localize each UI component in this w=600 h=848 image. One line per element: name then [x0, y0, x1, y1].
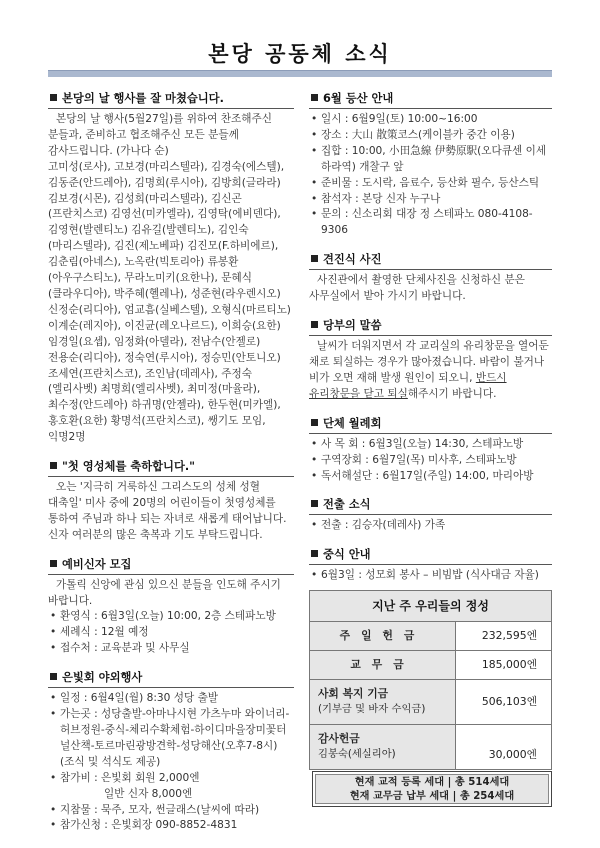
section-title: 본당의 날 행사를 잘 마쳤습니다.: [48, 90, 294, 109]
section-request: [309, 317, 552, 403]
offering-label: 교무금: [310, 651, 456, 679]
offering-label: 감사헌금 김봉숙(세실리아): [310, 725, 456, 769]
list-item: • 세례식 : 12월 예정: [48, 625, 294, 641]
list-item: • 접수처 : 교육분과 및 사무실: [48, 641, 294, 657]
square-bullet-icon: [50, 462, 57, 469]
square-bullet-icon: [50, 560, 57, 567]
section-hike: [309, 90, 552, 239]
section-silverlight: [48, 669, 294, 834]
silverlight-list-2: [48, 803, 294, 835]
household-summary-box: [312, 771, 552, 807]
list-item: • 참가신청 : 은빛회장 090-8852-4831: [48, 818, 294, 834]
request-body: 날씨가 더워지면서 각 교리실의 유리창문을 열어둔 채로 퇴실하는 경우가 많아졌습니다. 바람이 불거나 비가 오면 재해 발생 원인이 되오니, 반드시 유리창문을 닫고 퇴실해주시기 바랍니다.: [309, 340, 549, 400]
offering-label: 사회 복지 기금 (기부금 및 바자 수익금): [310, 680, 456, 724]
section-catechumen: [48, 556, 294, 658]
offering-table: [309, 590, 552, 769]
list-item: • 일시 : 6월9일(토) 10:00~16:00: [309, 112, 552, 128]
section-event: [48, 90, 294, 446]
offering-row: [310, 725, 551, 769]
list-item: • 참가비 : 은빛회 회원 2,000엔: [48, 771, 294, 787]
section-communion: [48, 458, 294, 544]
offering-title: 지난 주 우리들의 정성: [310, 591, 551, 622]
section-title: 6월 등산 안내: [309, 90, 552, 109]
meetings-list: [309, 437, 552, 485]
section-title: 전출 소식: [309, 496, 552, 515]
section-title: 예비신자 모집: [48, 556, 294, 575]
section-transfer: [309, 496, 552, 534]
title-rule: [48, 70, 552, 77]
section-title: 단체 월례회: [309, 415, 552, 434]
list-item: • 일정 : 6월4일(월) 8:30 성당 출발: [48, 691, 294, 707]
list-item: • 사 목 회 : 6월3일(오늘) 14:30, 스테파노방: [309, 437, 552, 453]
offering-value: 506,103엔: [481, 694, 537, 708]
section-title: "첫 영성체를 축하합니다.": [48, 458, 294, 477]
list-item: • 독서해설단 : 6월17일(주일) 14:00, 마리아방: [309, 469, 552, 485]
silverlight-list: [48, 691, 294, 786]
offering-row: [310, 680, 551, 725]
offering-label: 주일헌금: [310, 622, 456, 650]
square-bullet-icon: [311, 500, 318, 507]
offering-value: 185,000엔: [481, 658, 537, 672]
section-title: 당부의 말씀: [309, 317, 552, 336]
hike-list: [309, 112, 552, 239]
square-bullet-icon: [50, 94, 57, 101]
catechumen-body: 가톨릭 신앙에 관심 있으신 분들을 인도해 주시기 바랍니다.: [48, 578, 281, 607]
section-title: 중식 안내: [309, 546, 552, 565]
square-bullet-icon: [311, 550, 318, 557]
fee-sub: 일반 신자 8,000엔: [104, 787, 193, 800]
lunch-list: [309, 568, 552, 584]
list-item: • 지참물 : 묵주, 모자, 썬글래스(날씨에 따라): [48, 803, 294, 819]
section-title: 은빛회 야외행사: [48, 669, 294, 688]
household-summary: 현재 교적 등록 세대 | 총 514세대 현재 교무금 납부 세대 | 총 254세대: [315, 774, 549, 804]
list-item: • 환영식 : 6월3일(오늘) 10:00, 2층 스테파노방: [48, 609, 294, 625]
list-item: • 준비물 : 도시락, 음료수, 등산화 필수, 등산스틱: [309, 176, 552, 192]
offering-row: [310, 651, 551, 680]
square-bullet-icon: [50, 673, 57, 680]
event-body: 본당의 날 행사(5월27일)를 위하여 찬조해주신 분들과, 준비하고 협조해주신 모든 분들께 감사드립니다. (가나다 순): [48, 113, 272, 157]
right-column: [309, 90, 552, 770]
list-item: • 집합 : 10:00, 小田急線 伊勢原駅(오다큐센 이세하라역) 개찰구 앞: [309, 144, 552, 176]
offering-value: 232,595엔: [481, 629, 537, 643]
square-bullet-icon: [311, 255, 318, 262]
underlined-text: 반드시 유리창문을 닫고 퇴실: [309, 371, 507, 400]
list-item: • 가는곳 : 성당출발-아마나시현 가츠누마 와이너리-허브정원-중식-체리수확체험-하이디마을장미꽃터널산책-토르마린광방견학-성당해산(오후7-8시) (조식 및 석식도 제공): [48, 707, 294, 771]
offering-value: 30,000엔: [488, 747, 537, 761]
section-title: 견진식 사진: [309, 251, 552, 270]
list-item: • 문의 : 신소리회 대장 정 스테파노 080-4108-9306: [309, 207, 552, 239]
left-column: [48, 90, 294, 846]
list-item: • 6월3일 : 성모회 봉사 – 비빔밥 (식사대금 자율): [309, 568, 552, 584]
page-title: 본당 공동체 소식: [208, 42, 392, 66]
section-meetings: [309, 415, 552, 485]
photo-body: 사진관에서 촬영한 단체사진을 신청하신 분은 사무실에서 받아 가시기 바랍니다.: [309, 274, 525, 303]
square-bullet-icon: [311, 94, 318, 101]
list-item: • 참석자 : 본당 신자 누구나: [309, 192, 552, 208]
communion-body: 오는 '지극히 거룩하신 그리스도의 성체 성혈 대축일' 미사 중에 20명의 어린이들이 첫영성체를 통하여 주님과 하나 되는 자녀로 새롭게 태어납니다. 신자 여러분의 많은 축복과 기도 부탁드립니다.: [48, 481, 287, 541]
offering-row: [310, 622, 551, 651]
list-item: • 장소 : 大山 散策코스(케이블카 중간 이용): [309, 128, 552, 144]
square-bullet-icon: [311, 321, 318, 328]
catechumen-list: [48, 609, 294, 657]
list-item: • 구역장회 : 6월7일(목) 미사후, 스테파노방: [309, 453, 552, 469]
list-item: • 전출 : 김승자(데레사) 가족: [309, 518, 552, 534]
section-photo: [309, 251, 552, 305]
section-lunch: [309, 546, 552, 584]
square-bullet-icon: [311, 419, 318, 426]
event-names: 고미성(로사), 고보경(마리스텔라), 김경숙(에스텔), 김동준(안드레아), 김명희(루시아), 김방희(글라라) 김보경(시몬), 김성희(마리스텔라), 김신곤(프란치스코) 김영선(미카엘라), 김영탁(에비덴다), 김영현(발렌티노) 김유길(발렌티노), 김인숙(마리스텔라), 김진(제노베파) 김진모(F.하비에르), 김춘림(아네스), 노옥란(빅토리아) 류봉환(아우구스티노), 무라노미키(요한나), 문혜식(클라우디아), 박주혜(헬레나), 성준현(라우렌시오) 신정순(리디아), 엄교흠(실베스텔), 오형식(마르티노) 이계순(레지아), 이진균(레오나르드), 이희승(요한) 임경일(요셉), 임정화(아델라), 전남수(안젤로) 전용순(리디아), 정숙연(루시아), 정승민(안토니오) 조세연(프란치스코), 조인남(데레사), 주정숙(엘리사벳) 최명희(엘리사벳), 최미정(마율라), 최수정(안드레아) 하귀명(안젤라), 한두현(미카엘), 홍호환(요한) 황명석(프란치스코), 쌩기도 모임, 익명2명: [48, 160, 291, 444]
transfer-list: [309, 518, 552, 534]
